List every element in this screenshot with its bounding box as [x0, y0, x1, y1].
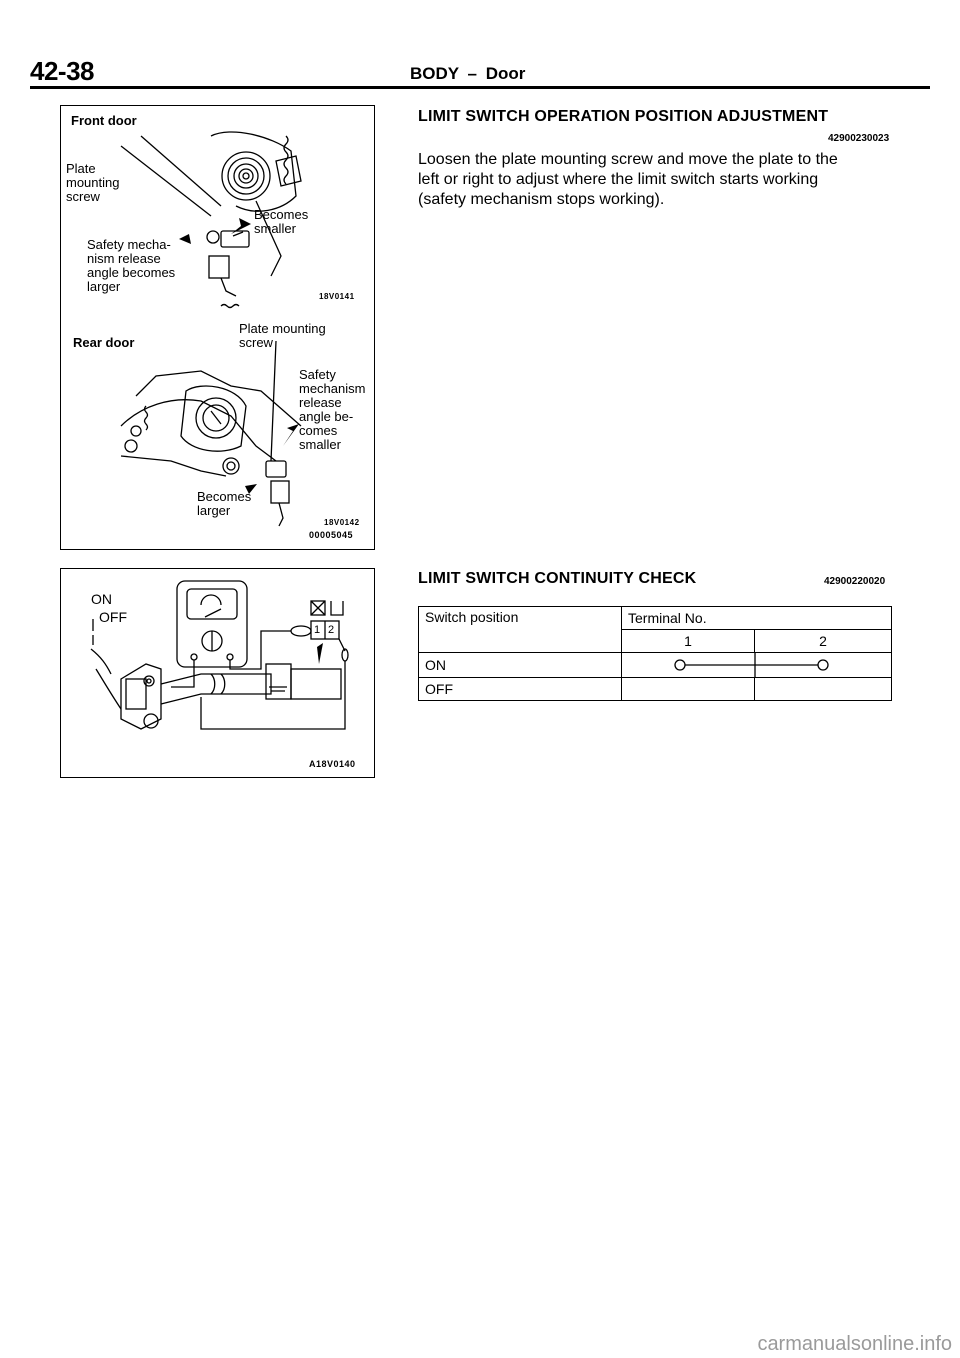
- section-name: BODY: [410, 64, 459, 83]
- row-position-on: ON: [419, 653, 622, 678]
- safety-release-label-line2: nism release: [87, 251, 161, 266]
- continuity-cell-on: [622, 653, 892, 678]
- table-row: [419, 678, 892, 701]
- safety-rear-label-line2: mechanism: [299, 381, 366, 396]
- switch-off-label: OFF: [99, 609, 127, 625]
- becomes-larger-label-line2: larger: [197, 503, 231, 518]
- rear-door-label: Rear door: [73, 335, 135, 350]
- front-figure-code: 18V0141: [319, 292, 355, 301]
- header-terminal-no: Terminal No.: [622, 607, 892, 630]
- header-terminal-1: 1: [622, 630, 755, 653]
- safety-release-label-line1: Safety mecha-: [87, 237, 171, 252]
- door-mechanism-drawing: [61, 106, 374, 549]
- switch-on-label: ON: [91, 591, 112, 607]
- plate-screw-label-line1: Plate: [66, 161, 96, 176]
- safety-rear-label-line1: Safety: [299, 367, 336, 382]
- adjustment-text-line3: (safety mechanism stops working).: [418, 191, 665, 208]
- title-dash: –: [467, 64, 478, 83]
- header-switch-position: Switch position: [419, 607, 622, 653]
- safety-release-label-line4: larger: [87, 279, 121, 294]
- becomes-larger-label-line1: Becomes: [197, 489, 252, 504]
- section-code-continuity: 42900220020: [824, 576, 886, 587]
- table-row: [419, 653, 892, 678]
- safety-release-label-line3: angle becomes: [87, 265, 176, 280]
- figure-code: 00005045: [309, 530, 354, 540]
- connector-terminal-2: 2: [328, 624, 335, 636]
- page-title: [410, 64, 525, 84]
- becomes-smaller-label-line2: smaller: [254, 221, 296, 236]
- section-title-adjustment: LIMIT SWITCH OPERATION POSITION ADJUSTMENT: [418, 108, 829, 125]
- header-rule: [30, 86, 930, 89]
- continuity-cell-off-1: [622, 678, 755, 701]
- adjustment-text-line2: left or right to adjust where the limit switch starts working: [418, 171, 819, 188]
- page-number: 42-38: [30, 56, 94, 86]
- continuity-figure-code: A18V0140: [309, 759, 356, 769]
- adjustment-text-line1: Loosen the plate mounting screw and move the plate to the: [418, 151, 838, 168]
- figure-door-adjustment: [60, 105, 375, 550]
- plate-mounting-rear-label-line1: Plate mounting: [239, 321, 326, 336]
- watermark: carmanualsonline.info: [757, 1333, 952, 1355]
- header-terminal-2: 2: [755, 630, 892, 653]
- figure-continuity-test: [60, 568, 375, 778]
- section-code-adjustment: 42900230023: [828, 133, 890, 144]
- connector-terminal-1: 1: [314, 624, 321, 636]
- subsection-name: Door: [485, 64, 526, 83]
- safety-rear-label-line3: release: [299, 395, 342, 410]
- continuity-table: [418, 606, 892, 701]
- plate-mounting-rear-label-line2: screw: [239, 335, 273, 350]
- safety-rear-label-line4: angle be-: [299, 409, 354, 424]
- rear-figure-code: 18V0142: [324, 518, 360, 527]
- safety-rear-label-line5: comes: [299, 423, 338, 438]
- plate-screw-label-line2: mounting: [66, 175, 120, 190]
- plate-screw-label-line3: screw: [66, 189, 100, 204]
- safety-rear-label-line6: smaller: [299, 437, 341, 452]
- continuity-cell-off-2: [755, 678, 892, 701]
- row-position-off: OFF: [419, 678, 622, 701]
- continuity-symbol: [622, 653, 888, 677]
- section-title-continuity: LIMIT SWITCH CONTINUITY CHECK: [418, 570, 697, 587]
- becomes-smaller-label-line1: Becomes: [254, 207, 309, 222]
- front-door-label: Front door: [71, 113, 137, 128]
